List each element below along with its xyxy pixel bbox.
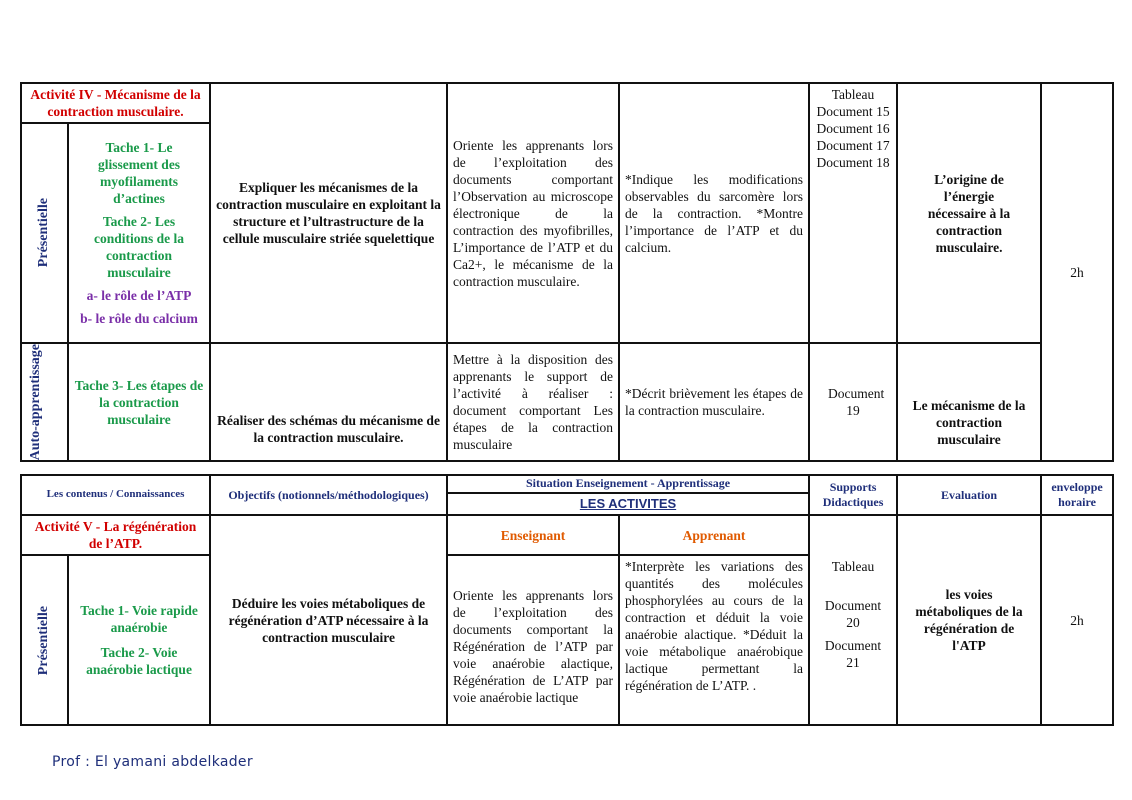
evaluation-iv-1: L’origine de l’énergie nécessaire à la contraction musculaire.	[897, 83, 1041, 343]
objective-iv-1: Expliquer les mécanismes de la contraction musculaire en exploitant la structure et l’ultrastructure de la cellule musculaire striée squelettique	[210, 83, 447, 343]
mode-auto-apprentissage: Auto-apprentissage	[27, 344, 43, 461]
supports-iv-1: Tableau Document 15 Document 16 Document 17 Document 18	[809, 83, 897, 343]
learner-activity-v: *Interprète les variations des quantités des molécules phosphorylées au cours de la contraction et déduit la voie anaérobie alactique. *Déduit la voie métabolique anaérobique lactique permettant la régénération de L’ATP. .	[619, 555, 809, 725]
teacher-activity-iv-2: Mettre à la disposition des apprenants le support de l’activité à réaliser : document comportant Les étapes de la contraction musculaire	[447, 343, 619, 461]
mode-cell-v	[21, 555, 68, 725]
header-objectives: Objectifs (notionnels/méthodologiques)	[210, 475, 447, 515]
duration-iv: 2h	[1041, 83, 1113, 461]
learner-iv-1-text: *Indique les modifications observables du sarcomère lors de la contraction. *Montre l’importance de l’ATP et du calcium.	[625, 171, 804, 255]
task-iv-1: Tache 1- Le glissement des myofilaments d’actines	[97, 140, 181, 206]
teacher-activity-v: Oriente les apprenants lors de l’exploitation des documents comportant la Régénération de l’ATP par voie anaérobie alactique, Régénération de L’ATP par voie anaérobie lactique	[447, 555, 619, 725]
header-activities: LES ACTIVITES	[447, 493, 809, 515]
evaluation-v: les voies métaboliques de la régénération de l'ATP	[897, 515, 1041, 725]
task-iv-3: Tache 3- Les étapes de la contraction musculaire	[68, 343, 210, 461]
header-supports: Supports Didactiques	[809, 475, 897, 515]
mode-presentielle-v: Présentielle	[36, 605, 52, 675]
activity-v-title: Activité V - La régénération de l’ATP.	[21, 515, 210, 555]
header-evaluation: Evaluation	[897, 475, 1041, 515]
label-apprenant: Apprenant	[619, 515, 809, 555]
learner-activity-iv-1	[619, 83, 809, 343]
supports-iv-2: Document 19	[809, 343, 897, 461]
task-v-2: Tache 2- Voie anaérobie lactique	[86, 645, 192, 678]
header-contents: Les contenus / Connaissances	[21, 475, 210, 515]
task-v-1: Tache 1- Voie rapide anaérobie	[80, 603, 198, 636]
activity-iv-title: Activité IV - Mécanisme de la contraction musculaire.	[21, 83, 210, 123]
teacher-activity-iv-1: Oriente les apprenants lors de l’exploitation des documents comportant l’Observation au microscope électronique de la contraction des myofibrilles, L’importance de l’ATP et du Ca2+, le mécanisme de la contraction musculaire.	[447, 83, 619, 343]
tasks-iv-1	[68, 123, 210, 343]
footer-author: Prof : El yamani abdelkader	[52, 754, 253, 770]
support-doc-20: Document 20	[824, 598, 882, 631]
mode-presentielle-iv: Présentielle	[36, 198, 52, 268]
mode-cell-iv-2	[21, 343, 68, 461]
tasks-v	[68, 555, 210, 725]
supports-v	[809, 515, 897, 725]
duration-v: 2h	[1041, 515, 1113, 725]
objective-iv-2: Réaliser des schémas du mécanisme de la contraction musculaire.	[210, 343, 447, 461]
label-enseignant: Enseignant	[447, 515, 619, 555]
task-iv-2b: b- le rôle du calcium	[80, 311, 198, 326]
header-duration: enveloppe horaire	[1041, 475, 1113, 515]
task-iv-2a: a- le rôle de l’ATP	[86, 288, 192, 303]
activity-v-table	[20, 474, 1114, 726]
learner-activity-iv-2: *Décrit brièvement les étapes de la contraction musculaire.	[619, 343, 809, 461]
support-doc-21: Document 21	[824, 638, 882, 671]
activity-iv-table	[20, 82, 1114, 462]
support-tableau: Tableau	[831, 559, 875, 575]
task-iv-2: Tache 2- Les conditions de la contraction musculaire	[93, 214, 185, 280]
header-situation: Situation Enseignement - Apprentissage	[447, 475, 809, 493]
mode-cell-iv-1	[21, 123, 68, 343]
evaluation-iv-2: Le mécanisme de la contraction musculaire	[897, 343, 1041, 461]
objective-v: Déduire les voies métaboliques de régénération d’ATP nécessaire à la contraction musculaire	[210, 515, 447, 725]
